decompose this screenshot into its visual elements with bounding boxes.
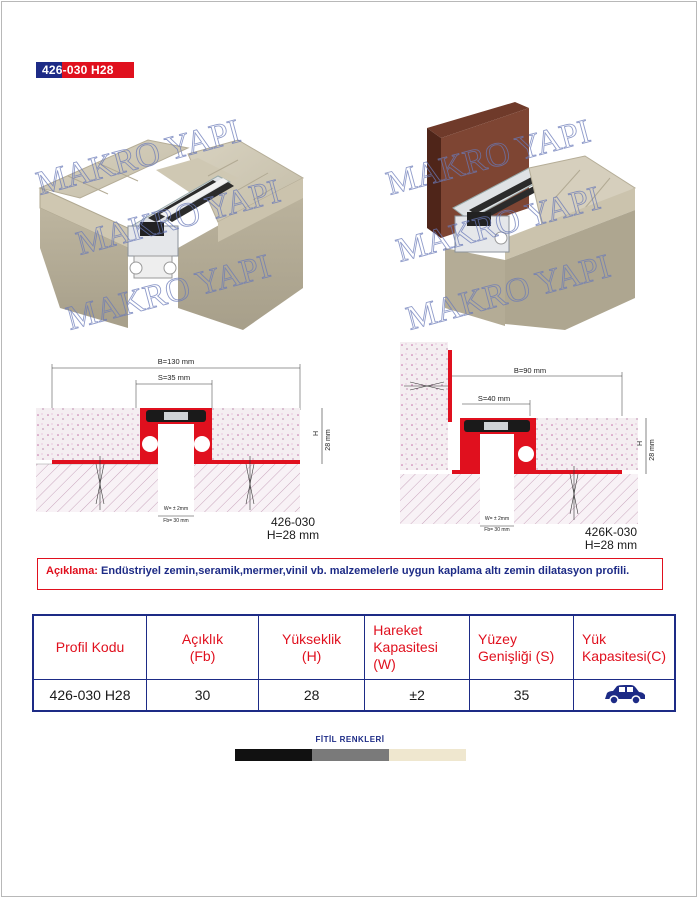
cell-fb: 30	[147, 680, 259, 712]
header-c	[573, 615, 675, 680]
watermark-1: MAKRO YAPI	[32, 112, 245, 203]
caption-right	[576, 526, 646, 552]
h-value-left: 28 mm	[325, 429, 332, 451]
product-code-text: 426-030 H28	[42, 63, 114, 77]
cell-w: ±2	[365, 680, 470, 712]
description-text: Endüstriyel zemin,seramik,mermer,vinil vb. malzemelerle uygun kaplama altı zemin dilatasyon profili.	[101, 565, 630, 577]
header-w-line1: Hareket	[373, 622, 423, 638]
cell-load	[573, 680, 675, 712]
section-left	[36, 352, 336, 524]
watermark-5: MAKRO YAPI	[392, 179, 605, 270]
header-h-line2: (H)	[301, 647, 322, 664]
header-s-line1: Yüzey	[478, 630, 517, 647]
h-label-right: H	[637, 440, 644, 446]
spec-data-row	[33, 680, 675, 712]
description-box	[37, 558, 663, 590]
header-h	[259, 615, 365, 680]
header-h-line1: Yükseklik	[282, 630, 342, 647]
caption-left-code: 426-030	[270, 515, 316, 529]
header-fb-line1: Açıklık	[181, 630, 224, 647]
spec-table	[32, 614, 676, 712]
fb-note-right: Fb= 30 mm	[484, 527, 510, 532]
cell-s: 35	[470, 680, 574, 712]
header-fb-line2: (Fb)	[189, 647, 216, 664]
watermark-2: MAKRO YAPI	[72, 172, 285, 263]
header-c-line1: Yük	[581, 630, 607, 647]
h-value-right: 28 mm	[649, 439, 656, 461]
h-label-left: H	[313, 430, 320, 436]
b-dim-left: B=130 mm	[157, 357, 195, 366]
wick-colors-title: FİTİL RENKLERİ	[315, 735, 385, 744]
header-profile-code-text: Profil Kodu	[55, 639, 125, 655]
caption-right-h: H=28 mm	[584, 538, 638, 552]
header-profile-code	[33, 615, 147, 680]
w-note-left: W= ± 2mm	[163, 506, 189, 512]
car-icon	[601, 684, 647, 706]
cell-code: 426-030 H28	[33, 680, 147, 712]
header-w-line2: Kapasitesi (W)	[373, 639, 438, 672]
watermark-3: MAKRO YAPI	[62, 247, 275, 338]
caption-right-code: 426K-030	[584, 525, 638, 539]
header-fb	[147, 615, 259, 680]
watermark-6: MAKRO YAPI	[402, 247, 615, 338]
description-label: Açıklama:	[46, 565, 98, 577]
header-c-line2: Kapasitesi(C)	[581, 647, 666, 664]
swatch-black	[235, 749, 312, 761]
swatch-grey	[312, 749, 389, 761]
caption-left	[258, 516, 328, 542]
s-dim-left: S=35 mm	[157, 373, 191, 382]
header-s-line2: Genişliği (S)	[478, 647, 555, 664]
header-w	[365, 615, 470, 680]
fb-note-left: Fb= 30 mm	[163, 518, 189, 524]
watermark-4: MAKRO YAPI	[382, 112, 595, 203]
s-dim-right: S=40 mm	[477, 394, 511, 403]
watermark-layer	[0, 0, 700, 340]
wick-color-swatches	[235, 749, 466, 761]
header-s	[470, 615, 574, 680]
swatch-beige	[389, 749, 466, 761]
cell-h: 28	[259, 680, 365, 712]
b-dim-right: B=90 mm	[513, 366, 547, 375]
w-note-right: W= ± 2mm	[484, 516, 510, 522]
caption-left-h: H=28 mm	[266, 528, 320, 542]
spec-header-row	[33, 615, 675, 680]
section-right	[400, 342, 664, 532]
